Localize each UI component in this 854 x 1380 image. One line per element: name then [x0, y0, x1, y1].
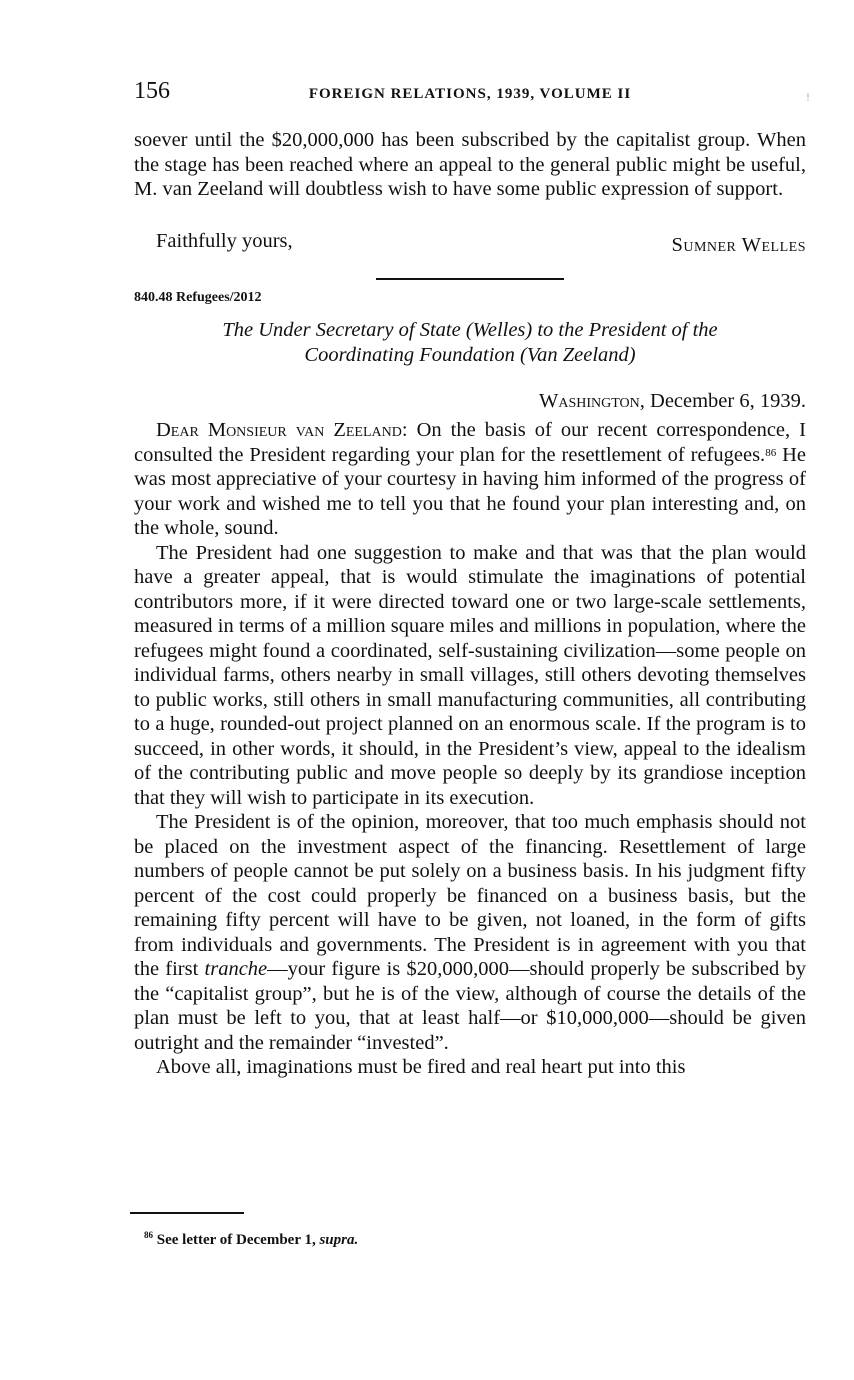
document-title: [134, 318, 806, 368]
running-title: FOREIGN RELATIONS, 1939, VOLUME II: [308, 86, 632, 102]
letter-body: [134, 418, 806, 1080]
dateline: [539, 390, 806, 413]
footnote-divider: [130, 1212, 244, 1214]
document-title-line-1: The Under Secretary of State (Welles) to the President of the: [222, 319, 718, 341]
salutation: Dear Monsieur van Zeeland:: [156, 419, 408, 441]
page-header: [134, 78, 806, 110]
stray-mark: !: [806, 90, 810, 104]
dateline-date: December 6, 1939.: [650, 390, 806, 412]
footnote-text: See letter of December 1,: [156, 1232, 316, 1248]
footnote: [144, 1232, 358, 1249]
page-number: 156: [134, 78, 170, 104]
file-reference: 840.48 Refugees/2012: [134, 290, 262, 305]
paragraph-3: The President is of the opinion, moreover, that too much emphasis should not be placed on the investment aspect of the financing. Resettlement of large numbers of people cannot be put solely on a business basis. In his judgment fifty percent of the cost could properly be financed on a business basis, but the remaining fifty percent will have to be given, not loaned, in the form of gifts from individuals and governments. The President is in agreement with you that the first tranche—your figure is $20,000,000—should properly be subscribed by the “capitalist group”, but he is of the view, although of course the details of the plan must be left to you, that at least half—or $10,000,000—should be given outright and the remainder “invested”.: [134, 811, 807, 1054]
signature: Sumner Welles: [671, 234, 806, 256]
footnote-number: 86: [144, 1230, 153, 1240]
document-title-line-2: Coordinating Foundation (Van Zeeland): [304, 344, 636, 366]
footnote-italic: supra.: [319, 1232, 359, 1248]
section-divider: [376, 278, 564, 280]
paragraph-1: Dear Monsieur van Zeeland: On the basis of our recent correspondence, I consulted the President regarding your plan for the resettlement of refugees.$^{86}$ He was most appreciative of your courtesy in having him informed of the progress of your work and wished me to tell you that he found your plan interesting and, on the whole, sound.: [134, 419, 807, 539]
dateline-place: Washington,: [539, 390, 645, 412]
footnote-marker: 86: [765, 446, 777, 459]
valediction: Faithfully yours,: [156, 230, 293, 252]
italic-term: tranche: [204, 958, 268, 980]
paragraph-4: Above all, imaginations must be fired and real heart put into this: [156, 1056, 686, 1078]
continuation-paragraph: soever until the $20,000,000 has been subscribed by the capitalist group. When the stage has been reached where an appeal to the general public might be useful, M. van Zeeland will doubtless wish to have some public expression of support.: [134, 129, 806, 200]
paragraph-2: The President had one suggestion to make and that was that the plan would have a greater appeal, that is would stimulate the imaginations of potential contributors more, if it were directed toward one or two large-scale settlements, measured in terms of a million square miles and millions in population, where the refugees might found a coordinated, self-sustaining civilization—some people on individual farms, others nearby in small villages, still others devoting themselves to public works, still others in small manufacturing communities, all contributing to a huge, rounded-out project planned on an enormous scale. If the program is to succeed, in other words, it should, in the President’s view, appeal to the idealism of the contributing public and move people so deeply by its grandiose inception that they will wish to participate in its execution.: [134, 541, 806, 809]
